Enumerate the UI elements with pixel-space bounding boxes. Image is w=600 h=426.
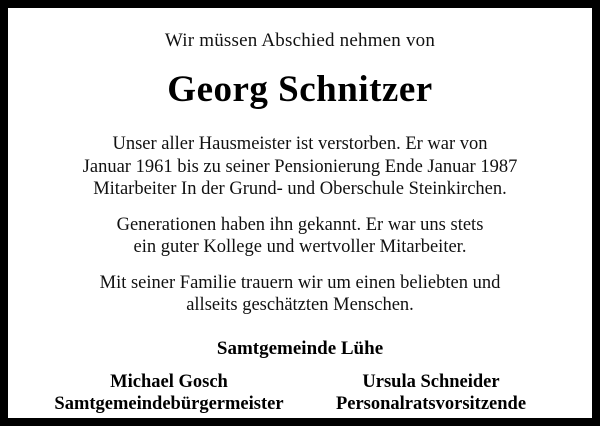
- paragraph-three-line-1: Mit seiner Familie trauern wir um einen beliebten und: [99, 272, 501, 293]
- signatory-left-role: Samtgemeindebürgermeister: [54, 394, 284, 415]
- signatory-row: [34, 371, 566, 415]
- organization-name: Samtgemeinde Lühe: [216, 337, 384, 359]
- paragraph-three: [100, 272, 501, 317]
- paragraph-two: [117, 214, 484, 259]
- signatory-left: [38, 371, 300, 415]
- paragraph-one: [83, 133, 518, 201]
- paragraph-one-line-1: Unser aller Hausmeister ist verstorben. Er war von: [112, 134, 488, 154]
- signatory-left-name: Michael Gosch: [110, 371, 228, 392]
- paragraph-one-line-2: Januar 1961 bis zu seiner Pensionierung Ende Januar 1987: [82, 156, 518, 177]
- intro-text: Wir müssen Abschied nehmen von: [164, 30, 436, 51]
- paragraph-two-line-1: Generationen haben ihn gekannt. Er war uns stets: [116, 214, 484, 235]
- paragraph-three-line-2: allseits geschätzten Menschen.: [186, 295, 414, 316]
- signatory-right: [300, 371, 562, 415]
- obituary-card: [8, 8, 592, 418]
- paragraph-one-line-3: Mitarbeiter In der Grund- und Oberschule Steinkirchen.: [93, 179, 507, 200]
- signatory-right-role: Personalratsvorsitzende: [335, 394, 527, 415]
- paragraph-two-line-2: ein guter Kollege und wertvoller Mitarbeiter.: [133, 237, 467, 258]
- deceased-name: Georg Schnitzer: [167, 69, 433, 110]
- signatory-right-name: Ursula Schneider: [362, 371, 500, 392]
